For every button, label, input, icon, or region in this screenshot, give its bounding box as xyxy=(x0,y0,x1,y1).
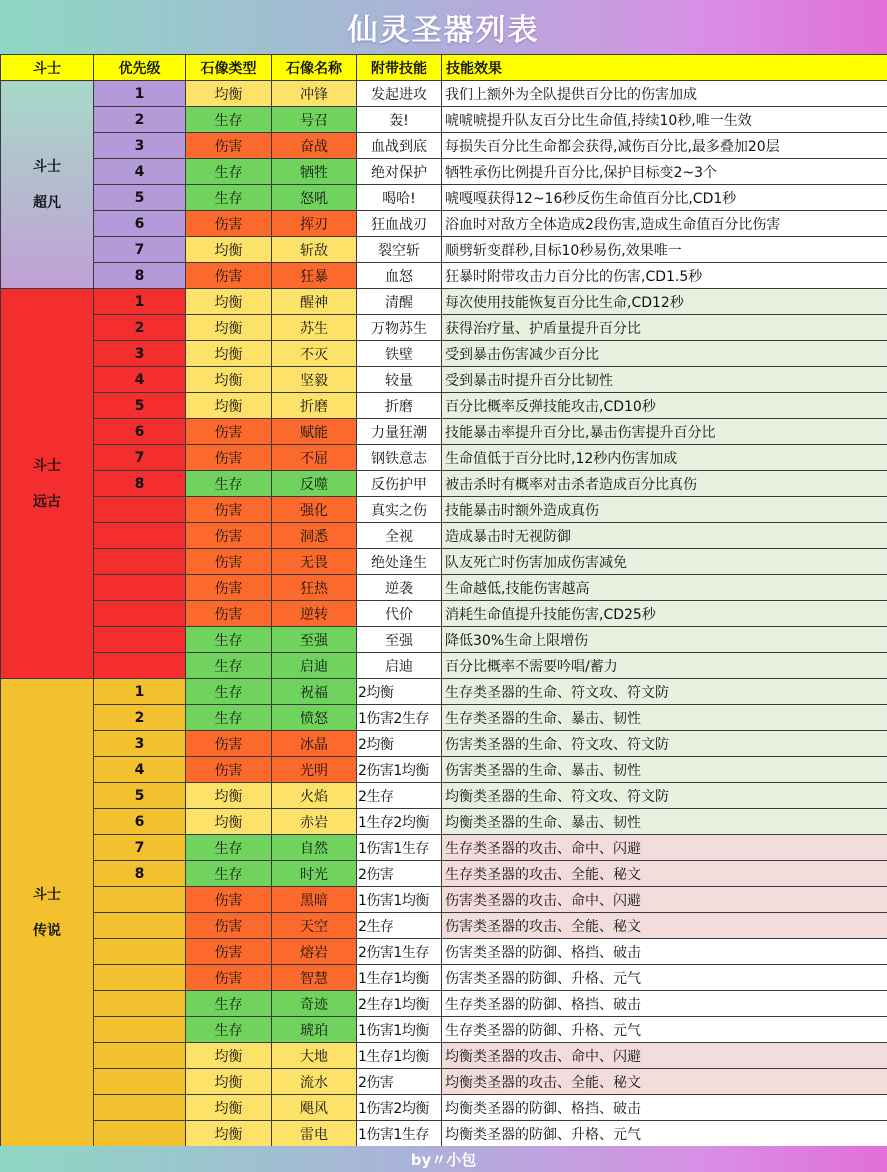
table-row xyxy=(1,991,887,1017)
attached-skill-cell: 绝处逢生 xyxy=(357,549,442,575)
statue-type-cell: 均衡 xyxy=(186,1121,272,1147)
statue-name-cell: 飓风 xyxy=(272,1095,357,1121)
skill-effect-cell: 技能暴击时额外造成真伤 xyxy=(442,497,887,523)
title-bar xyxy=(0,0,887,54)
skill-effect-cell: 获得治疗量、护盾量提升百分比 xyxy=(442,315,887,341)
statue-type-cell: 生存 xyxy=(186,991,272,1017)
skill-effect-cell: 唬唬唬提升队友百分比生命值,持续10秒,唯一生效 xyxy=(442,107,887,133)
statue-type-cell: 伤害 xyxy=(186,601,272,627)
statue-name-cell: 智慧 xyxy=(272,965,357,991)
statue-type-cell: 均衡 xyxy=(186,341,272,367)
attached-skill-cell: 2伤害 xyxy=(357,861,442,887)
attached-skill-cell: 发起进攻 xyxy=(357,81,442,107)
table-row xyxy=(1,549,887,575)
skill-effect-cell: 伤害类圣器的防御、格挡、破击 xyxy=(442,939,887,965)
statue-name-cell: 熔岩 xyxy=(272,939,357,965)
statue-name-cell: 奋战 xyxy=(272,133,357,159)
attached-skill-cell: 狂血战刃 xyxy=(357,211,442,237)
statue-name-cell: 反噬 xyxy=(272,471,357,497)
priority-cell: 5 xyxy=(94,393,186,419)
table-row xyxy=(1,289,887,315)
skill-effect-cell: 均衡类圣器的攻击、命中、闪避 xyxy=(442,1043,887,1069)
table-row xyxy=(1,1095,887,1121)
statue-name-cell: 赋能 xyxy=(272,419,357,445)
skill-effect-cell: 百分比概率不需要吟唱/蓄力 xyxy=(442,653,887,679)
table-row xyxy=(1,393,887,419)
skill-effect-cell: 均衡类圣器的生命、暴击、韧性 xyxy=(442,809,887,835)
attached-skill-cell: 1伤害1均衡 xyxy=(357,887,442,913)
priority-cell xyxy=(94,1043,186,1069)
skill-effect-cell: 每次使用技能恢复百分比生命,CD12秒 xyxy=(442,289,887,315)
table-row xyxy=(1,679,887,705)
priority-cell: 7 xyxy=(94,445,186,471)
skill-effect-cell: 均衡类圣器的生命、符文攻、符文防 xyxy=(442,783,887,809)
attached-skill-cell: 至强 xyxy=(357,627,442,653)
priority-cell xyxy=(94,1069,186,1095)
header-row xyxy=(1,55,887,81)
skill-effect-cell: 生存类圣器的生命、符文攻、符文防 xyxy=(442,679,887,705)
table-row xyxy=(1,471,887,497)
page-title: 仙灵圣器列表 xyxy=(347,13,540,48)
table-row xyxy=(1,107,887,133)
statue-type-cell: 伤害 xyxy=(186,133,272,159)
skill-effect-cell: 队友死亡时伤害加成伤害减免 xyxy=(442,549,887,575)
group-label-line: 斗士 xyxy=(33,886,61,903)
skill-effect-cell: 浴血时对敌方全体造成2段伤害,造成生命值百分比伤害 xyxy=(442,211,887,237)
table-row xyxy=(1,757,887,783)
statue-type-cell: 伤害 xyxy=(186,965,272,991)
statue-type-cell: 伤害 xyxy=(186,211,272,237)
skill-effect-cell: 均衡类圣器的攻击、全能、秘文 xyxy=(442,1069,887,1095)
attached-skill-cell: 2伤害1均衡 xyxy=(357,757,442,783)
priority-cell xyxy=(94,965,186,991)
attached-skill-cell: 2生存 xyxy=(357,913,442,939)
skill-effect-cell: 每损失百分比生命都会获得,减伤百分比,最多叠加20层 xyxy=(442,133,887,159)
statue-name-cell: 强化 xyxy=(272,497,357,523)
attached-skill-cell: 真实之伤 xyxy=(357,497,442,523)
statue-name-cell: 愤怒 xyxy=(272,705,357,731)
statue-type-cell: 均衡 xyxy=(186,783,272,809)
priority-cell xyxy=(94,627,186,653)
attached-skill-cell: 1生存2均衡 xyxy=(357,809,442,835)
priority-cell: 2 xyxy=(94,315,186,341)
priority-cell: 6 xyxy=(94,809,186,835)
statue-type-cell: 生存 xyxy=(186,107,272,133)
statue-type-cell: 伤害 xyxy=(186,575,272,601)
statue-type-cell: 生存 xyxy=(186,159,272,185)
table-row xyxy=(1,263,887,289)
statue-type-cell: 均衡 xyxy=(186,289,272,315)
attached-skill-cell: 铁壁 xyxy=(357,341,442,367)
table-row xyxy=(1,81,887,107)
priority-cell: 2 xyxy=(94,107,186,133)
header-fighter: 斗士 xyxy=(1,55,94,81)
attached-skill-cell: 喝哈! xyxy=(357,185,442,211)
statue-name-cell: 苏生 xyxy=(272,315,357,341)
footer-bar xyxy=(0,1146,887,1172)
priority-cell xyxy=(94,601,186,627)
priority-cell xyxy=(94,1095,186,1121)
table-row xyxy=(1,341,887,367)
statue-name-cell: 狂热 xyxy=(272,575,357,601)
skill-effect-cell: 受到暴击时提升百分比韧性 xyxy=(442,367,887,393)
statue-type-cell: 伤害 xyxy=(186,497,272,523)
attached-skill-cell: 力量狂潮 xyxy=(357,419,442,445)
statue-name-cell: 光明 xyxy=(272,757,357,783)
statue-type-cell: 均衡 xyxy=(186,1043,272,1069)
statue-name-cell: 狂暴 xyxy=(272,263,357,289)
table-row xyxy=(1,159,887,185)
group-label-line: 远古 xyxy=(33,493,61,510)
skill-effect-cell: 生命越低,技能伤害越高 xyxy=(442,575,887,601)
header-skill-effect: 技能效果 xyxy=(442,55,887,81)
table-row xyxy=(1,1069,887,1095)
table-row xyxy=(1,367,887,393)
group-label-line: 超凡 xyxy=(33,194,61,211)
priority-cell: 8 xyxy=(94,263,186,289)
group-label-chuanshuo xyxy=(1,679,94,1147)
priority-cell: 3 xyxy=(94,341,186,367)
table-row xyxy=(1,835,887,861)
skill-effect-cell: 伤害类圣器的攻击、命中、闪避 xyxy=(442,887,887,913)
statue-type-cell: 生存 xyxy=(186,627,272,653)
table-row xyxy=(1,809,887,835)
skill-effect-cell: 伤害类圣器的生命、符文攻、符文防 xyxy=(442,731,887,757)
attached-skill-cell: 折磨 xyxy=(357,393,442,419)
author-credit: by〃小包 xyxy=(410,1150,477,1169)
attached-skill-cell: 绝对保护 xyxy=(357,159,442,185)
relic-table xyxy=(0,54,887,1147)
table-row xyxy=(1,497,887,523)
group-label-line: 斗士 xyxy=(33,457,61,474)
skill-effect-cell: 生命值低于百分比时,12秒内伤害加成 xyxy=(442,445,887,471)
statue-name-cell: 火焰 xyxy=(272,783,357,809)
group-label-line: 传说 xyxy=(33,922,61,939)
attached-skill-cell: 清醒 xyxy=(357,289,442,315)
header-attached-skill: 附带技能 xyxy=(357,55,442,81)
attached-skill-cell: 2生存 xyxy=(357,783,442,809)
priority-cell: 3 xyxy=(94,731,186,757)
statue-type-cell: 伤害 xyxy=(186,523,272,549)
priority-cell: 4 xyxy=(94,159,186,185)
attached-skill-cell: 1生存1均衡 xyxy=(357,1043,442,1069)
attached-skill-cell: 万物苏生 xyxy=(357,315,442,341)
table-row xyxy=(1,731,887,757)
attached-skill-cell: 钢铁意志 xyxy=(357,445,442,471)
header-priority: 优先级 xyxy=(94,55,186,81)
skill-effect-cell: 降低30%生命上限增伤 xyxy=(442,627,887,653)
statue-name-cell: 赤岩 xyxy=(272,809,357,835)
priority-cell: 6 xyxy=(94,419,186,445)
statue-name-cell: 冲锋 xyxy=(272,81,357,107)
statue-name-cell: 大地 xyxy=(272,1043,357,1069)
table-row xyxy=(1,1121,887,1147)
priority-cell xyxy=(94,523,186,549)
priority-cell: 7 xyxy=(94,237,186,263)
skill-effect-cell: 生存类圣器的攻击、命中、闪避 xyxy=(442,835,887,861)
attached-skill-cell: 启迪 xyxy=(357,653,442,679)
attached-skill-cell: 2生存1均衡 xyxy=(357,991,442,1017)
statue-type-cell: 伤害 xyxy=(186,731,272,757)
table-row xyxy=(1,315,887,341)
priority-cell xyxy=(94,653,186,679)
skill-effect-cell: 牺牲承伤比例提升百分比,保护目标变2~3个 xyxy=(442,159,887,185)
priority-cell: 8 xyxy=(94,861,186,887)
statue-name-cell: 雷电 xyxy=(272,1121,357,1147)
table-row xyxy=(1,887,887,913)
skill-effect-cell: 百分比概率反弹技能攻击,CD10秒 xyxy=(442,393,887,419)
statue-name-cell: 奇迹 xyxy=(272,991,357,1017)
table-row xyxy=(1,419,887,445)
skill-effect-cell: 我们上额外为全队提供百分比的伤害加成 xyxy=(442,81,887,107)
statue-type-cell: 伤害 xyxy=(186,939,272,965)
statue-name-cell: 醒神 xyxy=(272,289,357,315)
statue-type-cell: 伤害 xyxy=(186,757,272,783)
statue-type-cell: 生存 xyxy=(186,861,272,887)
statue-type-cell: 均衡 xyxy=(186,1095,272,1121)
skill-effect-cell: 受到暴击伤害减少百分比 xyxy=(442,341,887,367)
statue-type-cell: 均衡 xyxy=(186,393,272,419)
table-row xyxy=(1,601,887,627)
statue-name-cell: 启迪 xyxy=(272,653,357,679)
statue-name-cell: 折磨 xyxy=(272,393,357,419)
skill-effect-cell: 伤害类圣器的防御、升格、元气 xyxy=(442,965,887,991)
statue-type-cell: 生存 xyxy=(186,471,272,497)
skill-effect-cell: 顺劈斩变群秒,目标10秒易伤,效果唯一 xyxy=(442,237,887,263)
priority-cell: 5 xyxy=(94,185,186,211)
statue-name-cell: 坚毅 xyxy=(272,367,357,393)
priority-cell: 1 xyxy=(94,679,186,705)
statue-name-cell: 挥刃 xyxy=(272,211,357,237)
statue-type-cell: 伤害 xyxy=(186,445,272,471)
skill-effect-cell: 消耗生命值提升技能伤害,CD25秒 xyxy=(442,601,887,627)
statue-name-cell: 时光 xyxy=(272,861,357,887)
skill-effect-cell: 被击杀时有概率对击杀者造成百分比真伤 xyxy=(442,471,887,497)
skill-effect-cell: 生存类圣器的防御、格挡、破击 xyxy=(442,991,887,1017)
attached-skill-cell: 血怒 xyxy=(357,263,442,289)
statue-type-cell: 伤害 xyxy=(186,887,272,913)
statue-name-cell: 流水 xyxy=(272,1069,357,1095)
statue-name-cell: 不灭 xyxy=(272,341,357,367)
attached-skill-cell: 2均衡 xyxy=(357,731,442,757)
statue-name-cell: 冰晶 xyxy=(272,731,357,757)
table-row xyxy=(1,965,887,991)
table-row xyxy=(1,627,887,653)
statue-type-cell: 伤害 xyxy=(186,549,272,575)
table-row xyxy=(1,653,887,679)
statue-type-cell: 伤害 xyxy=(186,913,272,939)
priority-cell: 2 xyxy=(94,705,186,731)
statue-type-cell: 均衡 xyxy=(186,809,272,835)
statue-name-cell: 牺牲 xyxy=(272,159,357,185)
priority-cell xyxy=(94,1017,186,1043)
priority-cell xyxy=(94,991,186,1017)
table-row xyxy=(1,913,887,939)
table-row xyxy=(1,133,887,159)
attached-skill-cell: 血战到底 xyxy=(357,133,442,159)
priority-cell xyxy=(94,1121,186,1147)
statue-name-cell: 逆转 xyxy=(272,601,357,627)
table-row xyxy=(1,861,887,887)
table-row xyxy=(1,445,887,471)
skill-effect-cell: 伤害类圣器的生命、暴击、韧性 xyxy=(442,757,887,783)
statue-type-cell: 均衡 xyxy=(186,237,272,263)
priority-cell xyxy=(94,939,186,965)
priority-cell xyxy=(94,575,186,601)
attached-skill-cell: 轰! xyxy=(357,107,442,133)
table-row xyxy=(1,1043,887,1069)
statue-type-cell: 生存 xyxy=(186,679,272,705)
statue-name-cell: 祝福 xyxy=(272,679,357,705)
table-row xyxy=(1,783,887,809)
attached-skill-cell: 全视 xyxy=(357,523,442,549)
statue-type-cell: 均衡 xyxy=(186,367,272,393)
statue-type-cell: 均衡 xyxy=(186,315,272,341)
statue-name-cell: 洞悉 xyxy=(272,523,357,549)
attached-skill-cell: 1伤害1生存 xyxy=(357,1121,442,1147)
priority-cell: 1 xyxy=(94,289,186,315)
attached-skill-cell: 2伤害1生存 xyxy=(357,939,442,965)
statue-type-cell: 生存 xyxy=(186,1017,272,1043)
priority-cell: 4 xyxy=(94,757,186,783)
header-statue-type: 石像类型 xyxy=(186,55,272,81)
statue-type-cell: 生存 xyxy=(186,705,272,731)
priority-cell: 7 xyxy=(94,835,186,861)
statue-name-cell: 天空 xyxy=(272,913,357,939)
priority-cell: 1 xyxy=(94,81,186,107)
table-row xyxy=(1,523,887,549)
attached-skill-cell: 2均衡 xyxy=(357,679,442,705)
statue-type-cell: 生存 xyxy=(186,835,272,861)
skill-effect-cell: 狂暴时附带攻击力百分比的伤害,CD1.5秒 xyxy=(442,263,887,289)
table-row xyxy=(1,705,887,731)
skill-effect-cell: 生存类圣器的攻击、全能、秘文 xyxy=(442,861,887,887)
attached-skill-cell: 较量 xyxy=(357,367,442,393)
skill-effect-cell: 均衡类圣器的防御、升格、元气 xyxy=(442,1121,887,1147)
table-row xyxy=(1,185,887,211)
group-label-chaofan xyxy=(1,81,94,289)
priority-cell: 5 xyxy=(94,783,186,809)
statue-name-cell: 琥珀 xyxy=(272,1017,357,1043)
attached-skill-cell: 1伤害1均衡 xyxy=(357,1017,442,1043)
skill-effect-cell: 技能暴击率提升百分比,暴击伤害提升百分比 xyxy=(442,419,887,445)
statue-type-cell: 均衡 xyxy=(186,81,272,107)
statue-name-cell: 号召 xyxy=(272,107,357,133)
attached-skill-cell: 2伤害 xyxy=(357,1069,442,1095)
statue-name-cell: 怒吼 xyxy=(272,185,357,211)
skill-effect-cell: 伤害类圣器的攻击、全能、秘文 xyxy=(442,913,887,939)
attached-skill-cell: 1伤害2均衡 xyxy=(357,1095,442,1121)
group-label-line: 斗士 xyxy=(33,158,61,175)
table-body xyxy=(1,81,887,1147)
skill-effect-cell: 生存类圣器的防御、升格、元气 xyxy=(442,1017,887,1043)
priority-cell: 3 xyxy=(94,133,186,159)
header-statue-name: 石像名称 xyxy=(272,55,357,81)
statue-name-cell: 不屈 xyxy=(272,445,357,471)
priority-cell xyxy=(94,887,186,913)
statue-type-cell: 生存 xyxy=(186,653,272,679)
statue-name-cell: 自然 xyxy=(272,835,357,861)
attached-skill-cell: 裂空斩 xyxy=(357,237,442,263)
skill-effect-cell: 造成暴击时无视防御 xyxy=(442,523,887,549)
table-row xyxy=(1,1017,887,1043)
priority-cell xyxy=(94,549,186,575)
statue-type-cell: 生存 xyxy=(186,185,272,211)
attached-skill-cell: 代价 xyxy=(357,601,442,627)
statue-type-cell: 伤害 xyxy=(186,263,272,289)
skill-effect-cell: 生存类圣器的生命、暴击、韧性 xyxy=(442,705,887,731)
table-row xyxy=(1,939,887,965)
attached-skill-cell: 反伤护甲 xyxy=(357,471,442,497)
priority-cell xyxy=(94,497,186,523)
skill-effect-cell: 均衡类圣器的防御、格挡、破击 xyxy=(442,1095,887,1121)
priority-cell: 8 xyxy=(94,471,186,497)
table-row xyxy=(1,237,887,263)
statue-type-cell: 伤害 xyxy=(186,419,272,445)
attached-skill-cell: 逆袭 xyxy=(357,575,442,601)
statue-name-cell: 斩敌 xyxy=(272,237,357,263)
attached-skill-cell: 1伤害1生存 xyxy=(357,835,442,861)
priority-cell: 4 xyxy=(94,367,186,393)
attached-skill-cell: 1生存1均衡 xyxy=(357,965,442,991)
skill-effect-cell: 唬嘎嘎获得12~16秒反伤生命值百分比,CD1秒 xyxy=(442,185,887,211)
statue-name-cell: 黑暗 xyxy=(272,887,357,913)
attached-skill-cell: 1伤害2生存 xyxy=(357,705,442,731)
statue-type-cell: 均衡 xyxy=(186,1069,272,1095)
statue-name-cell: 无畏 xyxy=(272,549,357,575)
group-label-yuangu xyxy=(1,289,94,679)
statue-name-cell: 至强 xyxy=(272,627,357,653)
priority-cell xyxy=(94,913,186,939)
table-row xyxy=(1,211,887,237)
priority-cell: 6 xyxy=(94,211,186,237)
table-row xyxy=(1,575,887,601)
